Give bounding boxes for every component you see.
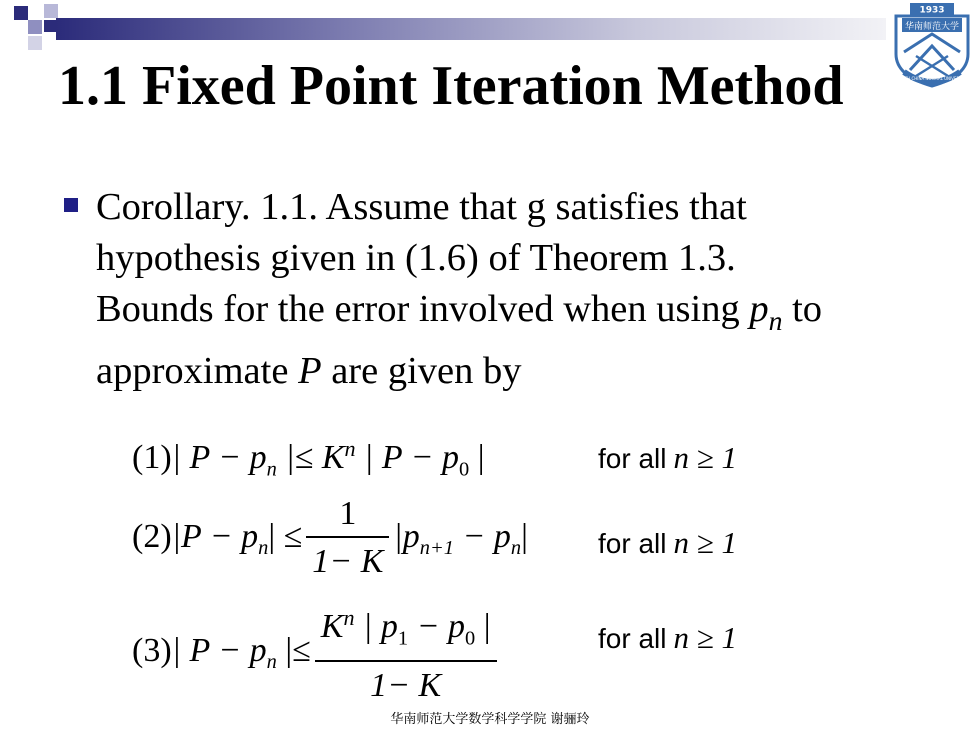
- svg-text:华南师范大学: 华南师范大学: [904, 22, 960, 32]
- decor-square: [44, 20, 56, 32]
- header-gradient-strip: [56, 18, 886, 40]
- body-line: Bounds for the error involved when using $p_n$ to: [96, 288, 823, 336]
- body-line: hypothesis given in (1.6) of Theorem 1.3.: [96, 237, 736, 279]
- svg-text:1933: 1933: [919, 5, 945, 16]
- for-all-condition: for all n ≥ 1: [598, 620, 737, 655]
- pn-math: p: [749, 288, 769, 330]
- for-all-condition: for all n ≥ 1: [598, 525, 737, 560]
- decor-square: [14, 6, 28, 20]
- body-line: approximate P are given by: [96, 349, 522, 392]
- slide-footer: 华南师范大学数学科学学院 谢骊玲: [390, 712, 590, 727]
- fraction: $\frac{1}{1- K}$: [306, 492, 389, 586]
- body-line: Corollary. 1.1. Assume that g satisfies that: [96, 186, 747, 228]
- slide-title: 1.1 Fixed Point Iteration Method: [58, 55, 844, 117]
- bullet-square-icon: [64, 198, 78, 212]
- decor-square: [44, 4, 58, 18]
- decor-square: [28, 20, 42, 34]
- svg-text:SOUTH CHINA NORMAL UNIVERSITY: SOUTH CHINA NORMAL UNIVERSITY: [896, 76, 968, 81]
- error-bound-formula-3: (3)| $P - p_n$ |≤ $\frac{K^n | p_1 - p_0 |}{1- K}$: [132, 596, 501, 710]
- university-crest-icon: [890, 2, 974, 88]
- error-bound-formula-1: (1)| $P - p_n$ |≤ $K^n$ | $P - p_0$ |: [132, 436, 485, 481]
- for-all-condition: for all n ≥ 1: [598, 440, 737, 475]
- error-bound-formula-2: $(2)|P - p_n|$ ≤ $\frac{1}{1- K}$ $|p_{n+1} - p_n|$: [132, 492, 528, 586]
- corollary-text: [96, 182, 946, 397]
- decorative-header-bar: [0, 0, 880, 58]
- fraction: $\frac{K^n | p_1 - p_0 |}{1- K}$: [315, 596, 497, 710]
- P-math: P: [298, 349, 322, 392]
- decor-square: [28, 36, 42, 50]
